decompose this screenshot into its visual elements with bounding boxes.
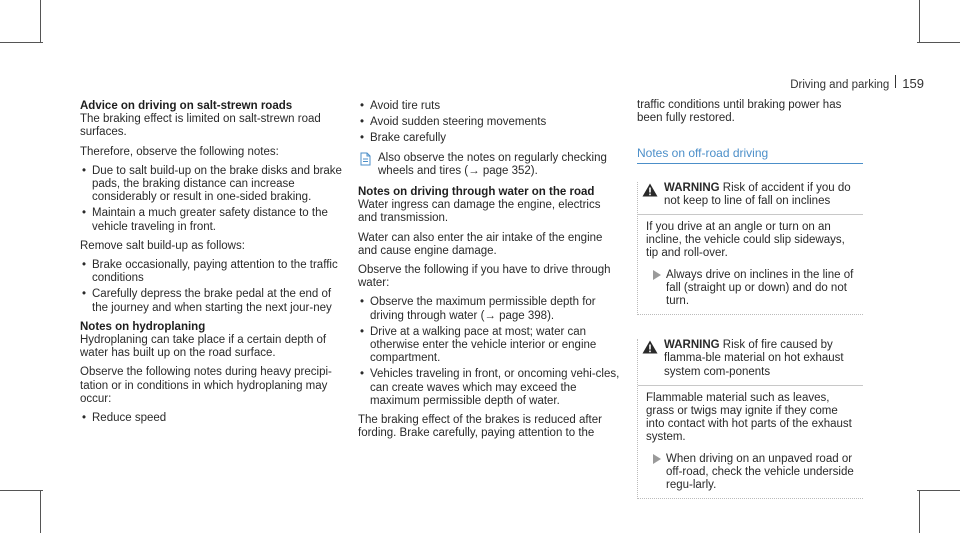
info-note xyxy=(358,152,620,178)
warning-action xyxy=(646,269,859,309)
hydroplaning-observe-text: Observe the following notes during heavy precipi-tation or in conditions in which hydroplaning may occur: xyxy=(80,366,332,405)
warning-title xyxy=(664,182,859,208)
list-item: • Vehicles traveling in front, or oncoming vehi-cles, can create waves which may exceed the maximum permissible depth of water. xyxy=(358,368,620,408)
list-item: • Observe the maximum permissible depth for driving through water (→ page 398). xyxy=(358,296,620,322)
warning-body xyxy=(638,386,863,492)
warning-action-text: When driving on an unpaved road or off-road, check the vehicle underside regu-larly. xyxy=(666,452,854,492)
header-divider xyxy=(895,75,896,88)
salt-bullet-list xyxy=(80,165,345,234)
list-item: • Brake occasionally, paying attention to the traffic conditions xyxy=(80,259,345,285)
list-item: • Due to salt build-up on the brake disks and brake pads, the braking distance can increase considerably or result in one-sided braking. xyxy=(80,165,345,205)
hydroplaning-bullet-list xyxy=(80,412,345,425)
note-icon xyxy=(358,152,372,166)
warning-box-accident xyxy=(637,182,863,316)
list-item: • Avoid sudden steering movements xyxy=(358,116,620,129)
crop-mark-top-left-h xyxy=(0,42,43,43)
column-left xyxy=(80,100,345,431)
list-item: • Avoid tire ruts xyxy=(358,100,620,113)
list-item: • Brake carefully xyxy=(358,132,620,145)
page-number: 159 xyxy=(902,76,924,91)
crop-mark-top-right-h xyxy=(917,42,960,43)
list-item: • Carefully depress the brake pedal at the end of the journey and when starting the next jour-ney xyxy=(80,288,345,314)
warning-box-fire xyxy=(637,339,863,499)
salt-remove-text: Remove salt build-up as follows: xyxy=(80,239,245,252)
running-header xyxy=(790,75,924,91)
hydroplaning-heading: Notes on hydroplaning xyxy=(80,320,206,333)
remove-bullet-list xyxy=(80,259,345,315)
warning-action xyxy=(646,453,859,493)
offroad-heading: Notes on off-road driving xyxy=(637,147,863,163)
crop-mark-bottom-left-h xyxy=(0,490,43,491)
section-title: Driving and parking xyxy=(790,79,890,91)
warning-label: WARNING xyxy=(664,181,720,194)
crop-mark-top-left-v xyxy=(40,0,41,43)
warning-body xyxy=(638,215,863,308)
salt-therefore-text: Therefore, observe the following notes: xyxy=(80,145,279,158)
water-text-3: Observe the following if you have to drive through water: xyxy=(358,264,611,290)
warning-header xyxy=(638,339,863,386)
hydroplaning-bullet-list-continued xyxy=(358,100,620,146)
crop-mark-bottom-right-v xyxy=(919,490,920,533)
hydroplaning-intro-text: Hydroplaning can take place if a certain depth of water has built up on the road surface. xyxy=(80,334,327,360)
warning-label: WARNING xyxy=(664,339,720,352)
action-arrow-icon xyxy=(653,454,661,464)
warning-title xyxy=(664,339,859,379)
continued-text: traffic conditions until braking power has been fully restored. xyxy=(637,99,842,125)
warning-header xyxy=(638,182,863,215)
warning-triangle-icon xyxy=(642,183,658,197)
list-item: • Drive at a walking pace at most; water can otherwise enter the vehicle interior or engine compartment. xyxy=(358,326,620,366)
list-item: • Reduce speed xyxy=(80,412,345,425)
crop-mark-bottom-left-v xyxy=(40,490,41,533)
warning-triangle-icon xyxy=(642,340,658,354)
warning-body-text: If you drive at an angle or turn on an incline, the vehicle could slip sideways, tip and roll-over. xyxy=(646,221,845,260)
salt-intro-text: The braking effect is limited on salt-strewn road surfaces. xyxy=(80,113,321,139)
crop-mark-bottom-right-h xyxy=(917,490,960,491)
warning-title-text: Risk of fire caused by flamma-ble material on hot exhaust system com-ponents xyxy=(664,339,844,378)
crop-mark-top-right-v xyxy=(919,0,920,43)
water-text-1: Water ingress can damage the engine, electrics and transmission. xyxy=(358,199,601,225)
warning-title-text: Risk of accident if you do not keep to line of fall on inclines xyxy=(664,181,851,207)
water-text-2: Water can also enter the air intake of the engine and cause engine damage. xyxy=(358,231,603,257)
water-bullet-list xyxy=(358,296,620,408)
action-arrow-icon xyxy=(653,270,661,280)
salt-roads-heading: Advice on driving on salt-strewn roads xyxy=(80,100,293,112)
warning-body-text: Flammable material such as leaves, grass or twigs may ignite if they come into contact with hot parts of the exhaust system. xyxy=(646,391,852,444)
list-item: • Maintain a much greater safety distance to the vehicle traveling in front. xyxy=(80,207,345,233)
column-middle xyxy=(358,100,620,446)
note-text: Also observe the notes on regularly checking wheels and tires (→ page 352). xyxy=(378,151,607,177)
water-driving-heading: Notes on driving through water on the road xyxy=(358,186,595,199)
warning-action-text: Always drive on inclines in the line of fall (straight up or down) and do not turn. xyxy=(666,268,854,308)
column-right xyxy=(637,99,863,523)
water-text-4: The braking effect of the brakes is reduced after fording. Brake carefully, paying attention to the xyxy=(358,414,602,440)
